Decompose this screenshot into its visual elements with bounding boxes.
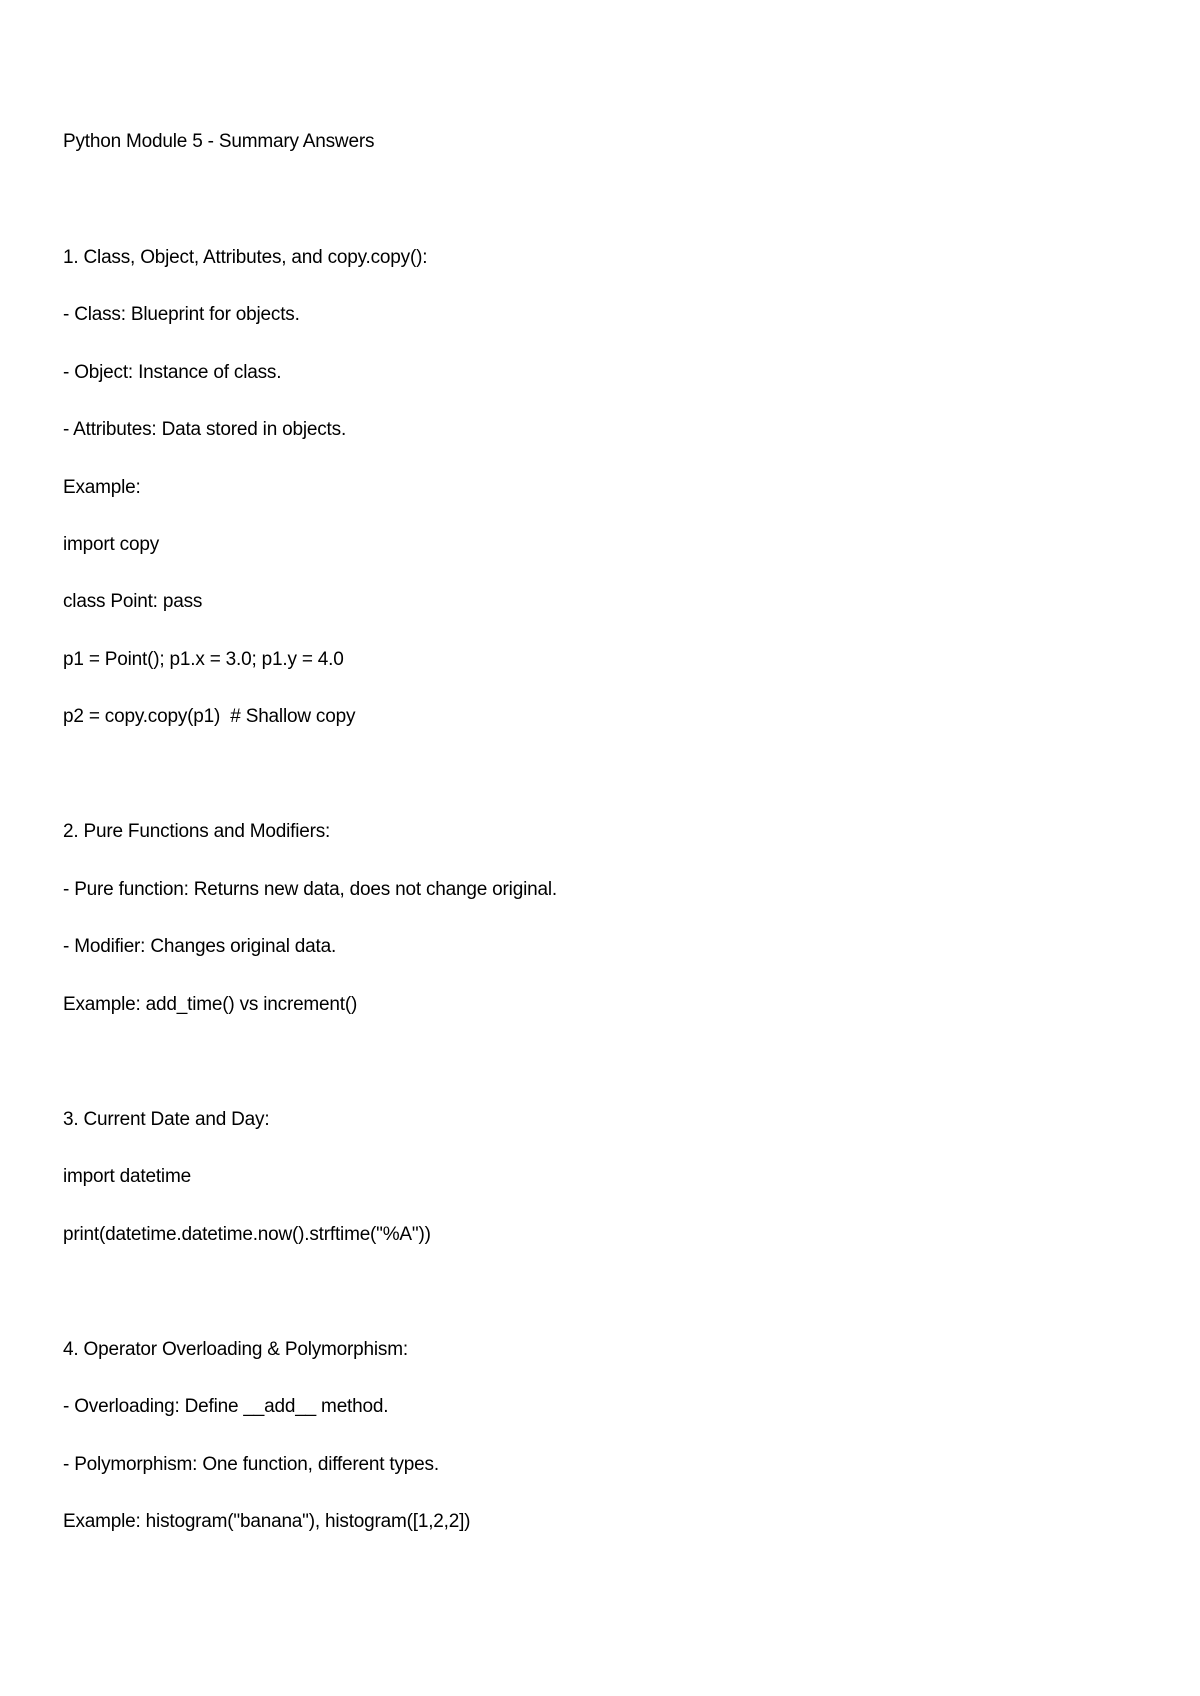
page-title: Python Module 5 - Summary Answers bbox=[63, 131, 375, 152]
section-4-line-3: Example: histogram("banana"), histogram([1,2,2]) bbox=[63, 1511, 471, 1532]
section-1-line-2: - Object: Instance of class. bbox=[63, 362, 282, 383]
section-4-heading: 4. Operator Overloading & Polymorphism: bbox=[63, 1339, 408, 1360]
section-3-line-1: import datetime bbox=[63, 1166, 191, 1187]
section-1-line-8: p2 = copy.copy(p1) # Shallow copy bbox=[63, 706, 356, 727]
section-1-line-5: import copy bbox=[63, 534, 160, 555]
section-1-line-4: Example: bbox=[63, 477, 141, 498]
section-3-heading: 3. Current Date and Day: bbox=[63, 1109, 270, 1130]
section-1-line-3: - Attributes: Data stored in objects. bbox=[63, 419, 347, 440]
section-4-line-2: - Polymorphism: One function, different types. bbox=[63, 1454, 439, 1475]
section-4-line-1: - Overloading: Define __add__ method. bbox=[63, 1396, 389, 1417]
section-1-heading: 1. Class, Object, Attributes, and copy.copy(): bbox=[63, 247, 428, 268]
section-2-line-1: - Pure function: Returns new data, does not change original. bbox=[63, 879, 557, 900]
section-3-line-2: print(datetime.datetime.now().strftime("%A")) bbox=[63, 1224, 431, 1245]
section-1-line-1: - Class: Blueprint for objects. bbox=[63, 304, 300, 325]
section-2-heading: 2. Pure Functions and Modifiers: bbox=[63, 821, 331, 842]
section-2-line-3: Example: add_time() vs increment() bbox=[63, 994, 358, 1015]
section-2-line-2: - Modifier: Changes original data. bbox=[63, 936, 337, 957]
section-1-line-7: p1 = Point(); p1.x = 3.0; p1.y = 4.0 bbox=[63, 649, 344, 670]
section-1-line-6: class Point: pass bbox=[63, 591, 203, 612]
